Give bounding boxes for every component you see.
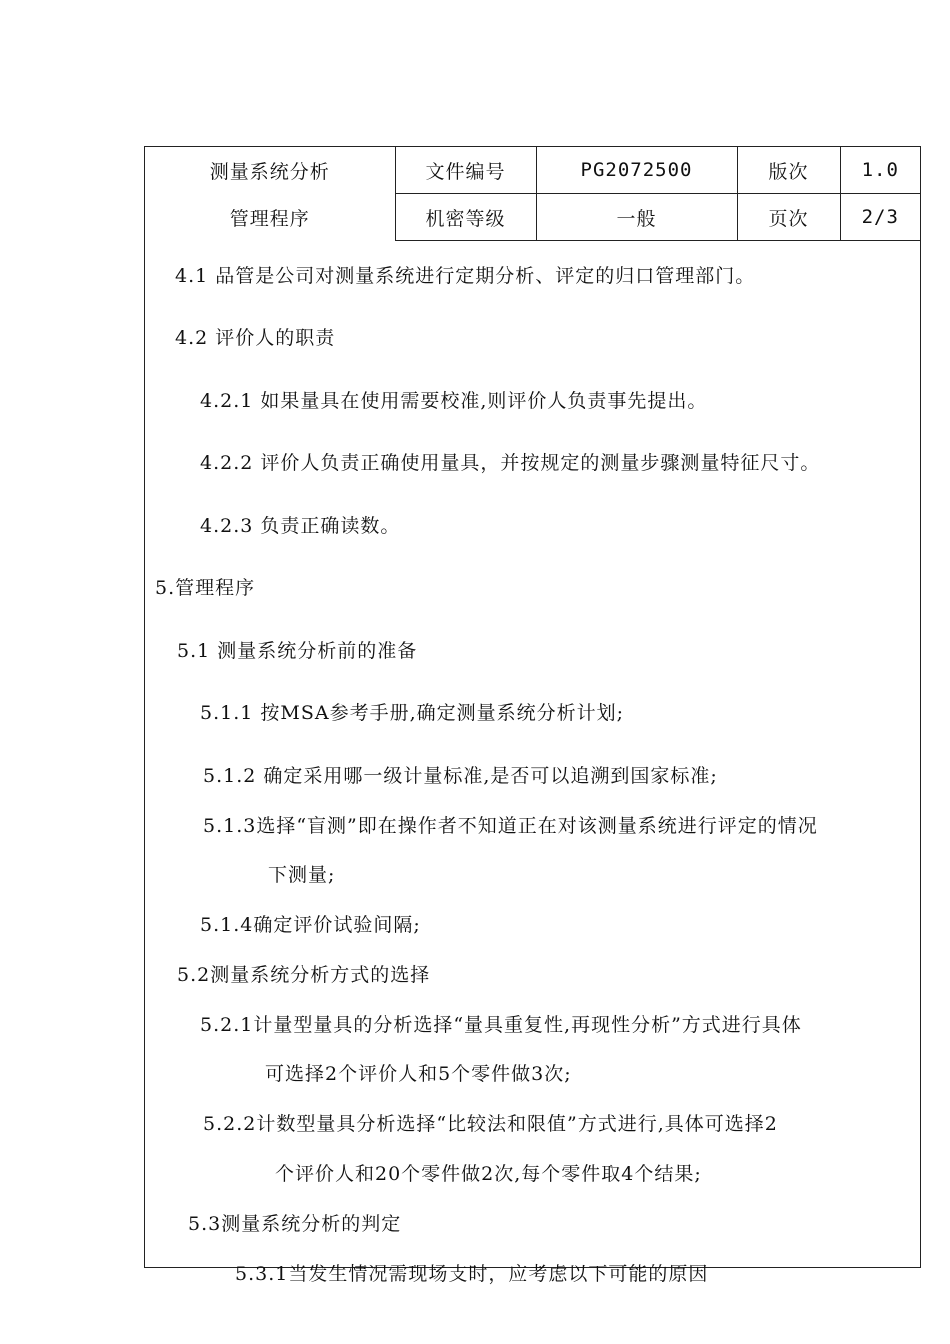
para-4-2-2: 4.2.2 评价人负责正确使用量具，并按规定的测量步骤测量特征尺寸。 <box>200 452 821 474</box>
para-5-2-1: 5.2.1计量型量具的分析选择“量具重复性,再现性分析”方式进行具体 <box>200 1014 802 1036</box>
para-5-1-3-cont: 下测量; <box>268 864 336 886</box>
doc-title-line1: 测量系统分析 <box>145 147 395 194</box>
version-value: 1.0 <box>840 147 920 194</box>
para-5-1: 5.1 测量系统分析前的准备 <box>177 640 418 662</box>
page-value: 2/3 <box>840 194 920 241</box>
secrecy-label: 机密等级 <box>395 194 536 241</box>
para-5-1-2: 5.1.2 确定采用哪一级计量标准,是否可以追溯到国家标准; <box>203 765 718 787</box>
version-label: 版次 <box>737 147 840 194</box>
doc-number-value: PG2072500 <box>536 147 737 194</box>
section-5-heading: 5.管理程序 <box>155 577 256 599</box>
para-5-1-3: 5.1.3选择“盲测”即在操作者不知道正在对该测量系统进行评定的情况 <box>203 815 818 837</box>
doc-title-line2: 管理程序 <box>145 194 395 241</box>
secrecy-value: 一般 <box>536 194 737 241</box>
para-4-2-3: 4.2.3 负责正确读数。 <box>200 515 401 537</box>
para-5-2: 5.2测量系统分析方式的选择 <box>177 964 431 986</box>
page-label: 页次 <box>737 194 840 241</box>
para-5-2-2: 5.2.2计数型量具分析选择“比较法和限值”方式进行,具体可选择2 <box>203 1113 778 1135</box>
para-5-2-2-cont: 个评价人和20个零件做2次,每个零件取4个结果; <box>275 1163 702 1185</box>
para-5-1-4: 5.1.4确定评价试验间隔; <box>200 914 421 936</box>
para-5-3-1-clipped: 5.3.1当发生情况需现场支时，应考虑以下可能的原因 <box>235 1263 709 1285</box>
para-4-1: 4.1 品管是公司对测量系统进行定期分析、评定的归口管理部门。 <box>175 265 756 287</box>
para-5-1-1: 5.1.1 按MSA参考手册,确定测量系统分析计划; <box>200 702 625 724</box>
para-5-3: 5.3测量系统分析的判定 <box>188 1213 402 1235</box>
para-4-2-1: 4.2.1 如果量具在使用需要校准,则评价人负责事先提出。 <box>200 390 708 412</box>
doc-number-label: 文件编号 <box>395 147 536 194</box>
para-5-2-1-cont: 可选择2个评价人和5个零件做3次; <box>265 1063 572 1085</box>
document-header-table <box>145 147 920 241</box>
document-frame <box>144 146 921 1285</box>
para-4-2: 4.2 评价人的职责 <box>175 327 336 349</box>
